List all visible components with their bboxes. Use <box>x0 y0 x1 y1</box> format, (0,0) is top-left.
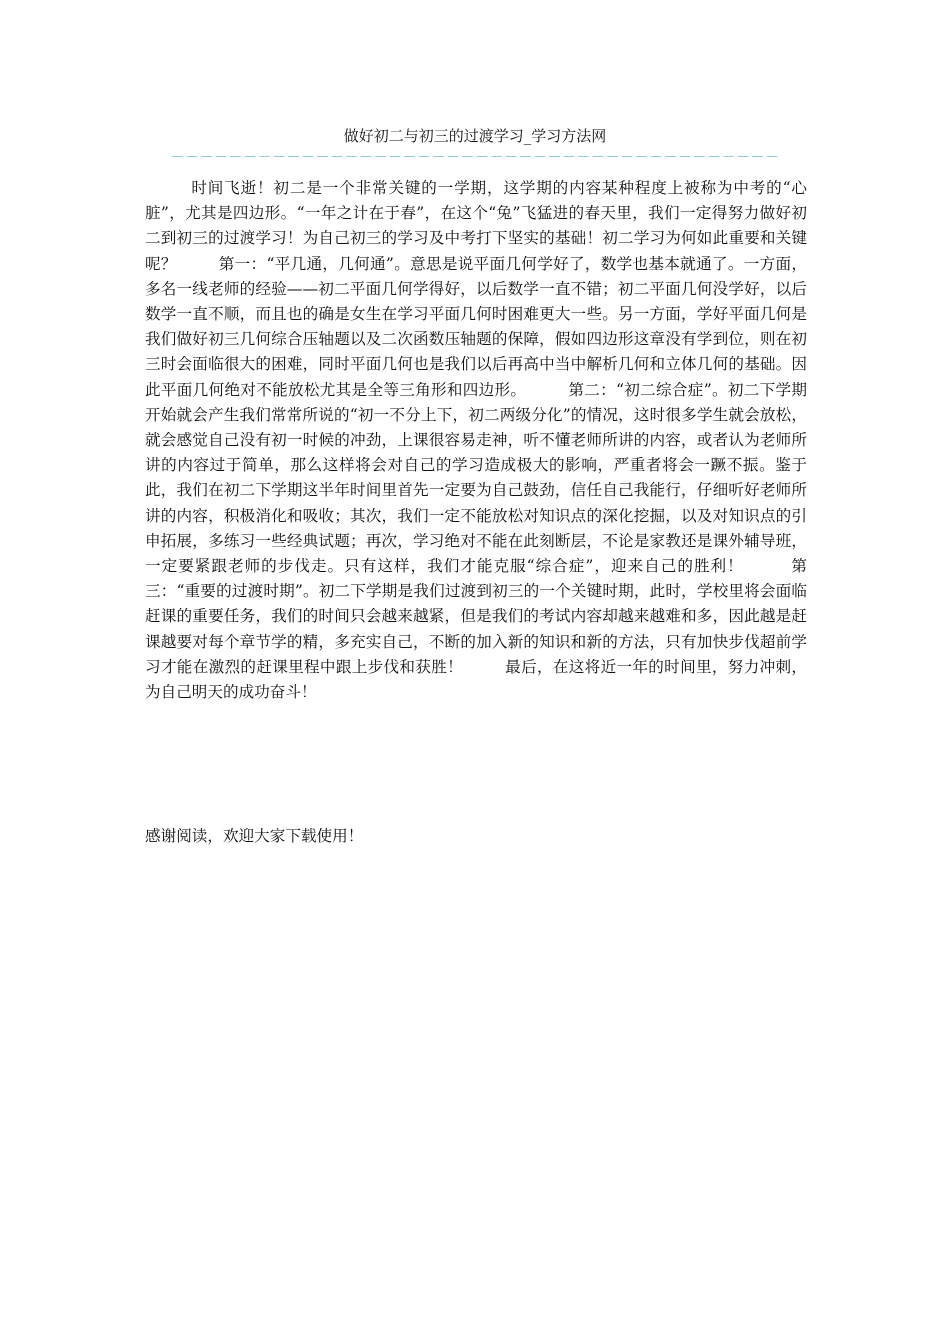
article-body: 时间飞逝！初二是一个非常关键的一学期，这学期的内容某种程度上被称为中考的“心脏”，尤其是四边形。“一年之计在于春”，在这个“兔”飞猛进的春天里，我们一定得努力做好初二到初三的过渡学习！为自己初三的学习及中考打下坚实的基础！初二学习为何如此重要和关键呢？ 第一：“平几通，几何通”。意思是说平面几何学好了，数学也基本就通了。一方面，多名一线老师的经验——初二平面几何学得好，以后数学一直不错；初二平面几何没学好，以后数学一直不顺，而且也的确是女生在学习平面几何时困难更大一些。另一方面，学好平面几何是我们做好初三几何综合压轴题以及二次函数压轴题的保障，假如四边形这章没有学到位，则在初三时会面临很大的困难，同时平面几何也是我们以后再高中当中解析几何和立体几何的基础。因此平面几何绝对不能放松尤其是全等三角形和四边形。 第二：“初二综合症”。初二下学期开始就会产生我们常常所说的“初一不分上下，初二两级分化”的情况，这时很多学生就会放松，就会感觉自己没有初一时候的冲劲，上课很容易走神，听不懂老师所讲的内容，或者认为老师所讲的内容过于简单，那么这样将会对自己的学习造成极大的影响，严重者将会一蹶不振。鉴于此，我们在初二下学期这半年时间里首先一定要为自己鼓劲，信任自己我能行，仔细听好老师所讲的内容，积极消化和吸收；其次，我们一定不能放松对知识点的深化挖掘，以及对知识点的引申拓展，多练习一些经典试题；再次，学习绝对不能在此刻断层，不论是家教还是课外辅导班，一定要紧跟老师的步伐走。只有这样，我们才能克服“综合症”，迎来自己的胜利！ 第三：“重要的过渡时期”。初二下学期是我们过渡到初三的一个关键时期，此时，学校里将会面临赶课的重要任务，我们的时间只会越来越紧，但是我们的考试内容却越来越难和多，因此越是赶课越要对每个章节学的精，多充实自己，不断的加入新的知识和新的方法，只有加快步伐超前学习才能在激烈的赶课里程中跟上步伐和获胜！ 最后，在这将近一年的时间里，努力冲刺，为自己明天的成功奋斗！ <box>145 179 807 702</box>
document-title: 做好初二与初三的过渡学习_学习方法网 <box>343 127 607 145</box>
closing-note: 感谢阅读，欢迎大家下载使用！ <box>145 827 364 845</box>
title-divider: －－－－－－－－－－－－－－－－－－－－－－－－－－－－－－－－－－－－－－－－－－ <box>170 150 780 166</box>
